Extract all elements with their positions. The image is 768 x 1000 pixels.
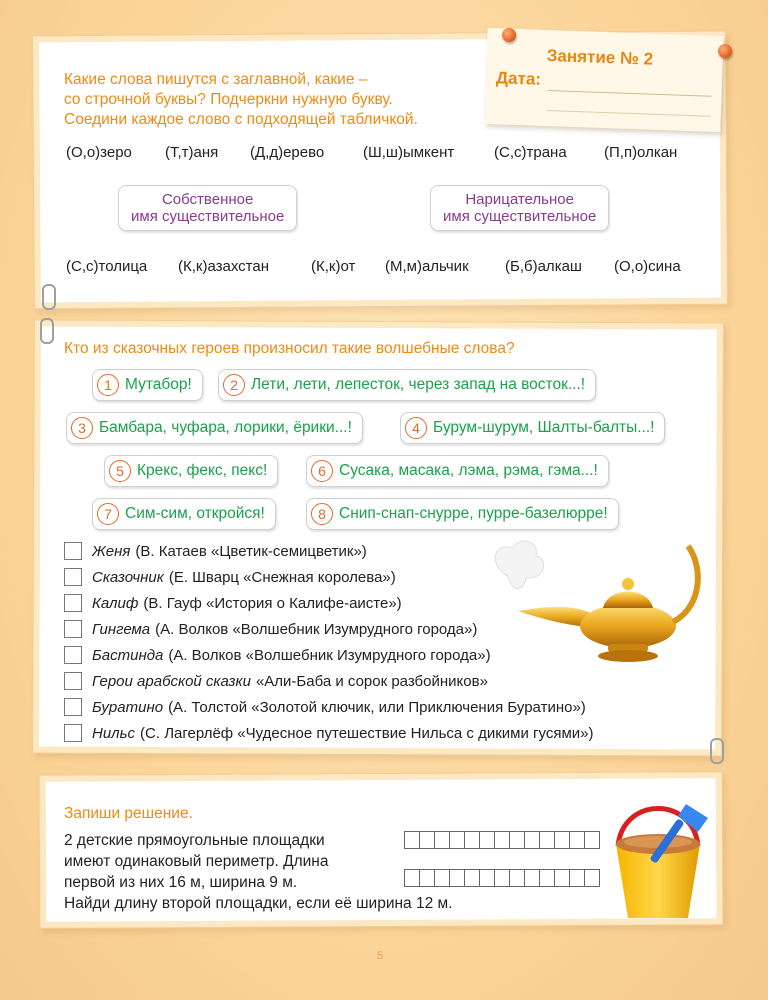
task3-title: Запиши решение. [64,805,193,822]
phrase-number: 7 [97,503,119,525]
phrase-text: Сим-сим, откройся! [125,505,265,522]
paper-clip-icon [710,738,724,764]
phrase-text: Крекс, фекс, пекс! [137,462,268,479]
word-item[interactable]: (Б,б)алкаш [505,258,582,275]
common-noun-label[interactable]: Нарицательное имя существительное [430,185,609,231]
phrase-number: 1 [97,374,119,396]
hero-source: (А. Волков «Волшебник Изумрудного города») [168,646,491,664]
hero-checkbox[interactable] [64,672,82,690]
date-line [548,90,712,97]
paper-clip-icon [42,284,56,310]
hero-name: Нильс [92,724,136,742]
hero-source: (В. Катаев «Цветик-семицветик») [135,542,367,560]
hero-row [64,594,402,612]
hero-name: Калиф [92,594,139,612]
word-item[interactable]: (О,о)зеро [66,144,132,161]
hero-source: (С. Лагерлёф «Чудесное путешествие Нильса с дикими гусями») [140,724,594,742]
task2-question: Кто из сказочных героев произносил такие волшебные слова? [64,340,515,357]
phrase-text: Мутабор! [125,376,192,393]
word-item[interactable]: (Ш,ш)ымкент [363,144,455,161]
hero-source: (А. Толстой «Золотой ключик, или Приключения Буратино») [168,698,586,716]
hero-name: Бастинда [92,646,164,664]
hero-checkbox[interactable] [64,698,82,716]
word-item[interactable]: (К,к)азахстан [178,258,270,275]
hero-checkbox[interactable] [64,594,82,612]
phrase-text: Бамбара, чуфара, лорики, ёрики...! [99,419,352,436]
date-line [547,110,711,117]
date-note [484,28,723,132]
phrase-number: 8 [311,503,333,525]
hero-name: Гингема [92,620,151,638]
hero-checkbox[interactable] [64,568,82,586]
hero-checkbox[interactable] [64,724,82,742]
word-item[interactable]: (С,с)толица [66,258,148,275]
phrase-text: Сусака, масака, лэма, рэма, гэма...! [339,462,598,479]
sand-bucket-icon [608,796,718,926]
hero-source: (А. Волков «Волшебник Изумрудного города») [155,620,478,638]
answer-grid[interactable] [404,831,599,849]
task3-text: 2 детские прямоугольные площадки имеют одинаковый периметр. Длина первой из них 16 м, ширина 9 м. Найди длину второй площадки, если её ширина 12 м. [64,832,453,912]
answer-grid[interactable] [404,869,599,887]
phrase-number: 4 [405,417,427,439]
magic-phrase-2[interactable] [218,369,596,401]
date-label: Дата: [495,68,542,89]
hero-name: Герои арабской сказки [92,672,251,690]
hero-row [64,724,593,742]
hero-row [64,672,488,690]
hero-name: Буратино [92,698,164,716]
hero-name: Сказочник [92,568,164,586]
magic-phrase-1[interactable] [92,369,203,401]
magic-phrase-5[interactable] [104,455,278,487]
page-number: 5 [377,950,384,962]
word-item[interactable]: (Т,т)аня [165,144,219,161]
magic-phrase-3[interactable] [66,412,363,444]
word-item[interactable]: (К,к)от [311,258,356,275]
phrase-number: 6 [311,460,333,482]
hero-checkbox[interactable] [64,620,82,638]
word-item[interactable]: (Д,д)ерево [250,144,325,161]
magic-phrase-7[interactable] [92,498,276,530]
phrase-text: Лети, лети, лепесток, через запад на восток...! [251,376,586,393]
hero-source: (Е. Шварц «Снежная королева») [168,568,396,586]
lesson-title: Занятие № 2 [546,45,654,69]
hero-row [64,646,491,664]
word-item[interactable]: (П,п)олкан [604,144,678,161]
hero-source: (В. Гауф «История о Калифе-аисте») [143,594,402,612]
hero-name: Женя [92,542,131,560]
hero-row [64,698,586,716]
word-item[interactable]: (М,м)альчик [385,258,469,275]
hero-row [64,568,396,586]
word-item[interactable]: (С,с)трана [494,144,567,161]
magic-phrase-4[interactable] [400,412,665,444]
paper-clip-icon [40,318,54,344]
phrase-text: Бурум-шурум, Шалты-балты...! [433,419,655,436]
hero-source: «Али-Баба и сорок разбойников» [255,672,488,690]
magic-phrase-6[interactable] [306,455,609,487]
pushpin-icon [718,44,732,58]
proper-noun-label[interactable]: Собственное имя существительное [118,185,297,231]
phrase-number: 5 [109,460,131,482]
hero-checkbox[interactable] [64,646,82,664]
hero-row [64,620,477,638]
phrase-number: 2 [223,374,245,396]
hero-checkbox[interactable] [64,542,82,560]
magic-lamp-icon [478,536,708,666]
magic-phrase-8[interactable] [306,498,619,530]
phrase-number: 3 [71,417,93,439]
pushpin-icon [502,28,516,42]
phrase-text: Снип-снап-снурре, пурре-базелюрре! [339,505,608,522]
hero-row [64,542,367,560]
word-item[interactable]: (О,о)сина [614,258,681,275]
task1-question: Какие слова пишутся с заглавной, какие – со строчной буквы? Подчеркни нужную букву. Соедини каждое слово с подходящей табличкой. [64,71,418,128]
